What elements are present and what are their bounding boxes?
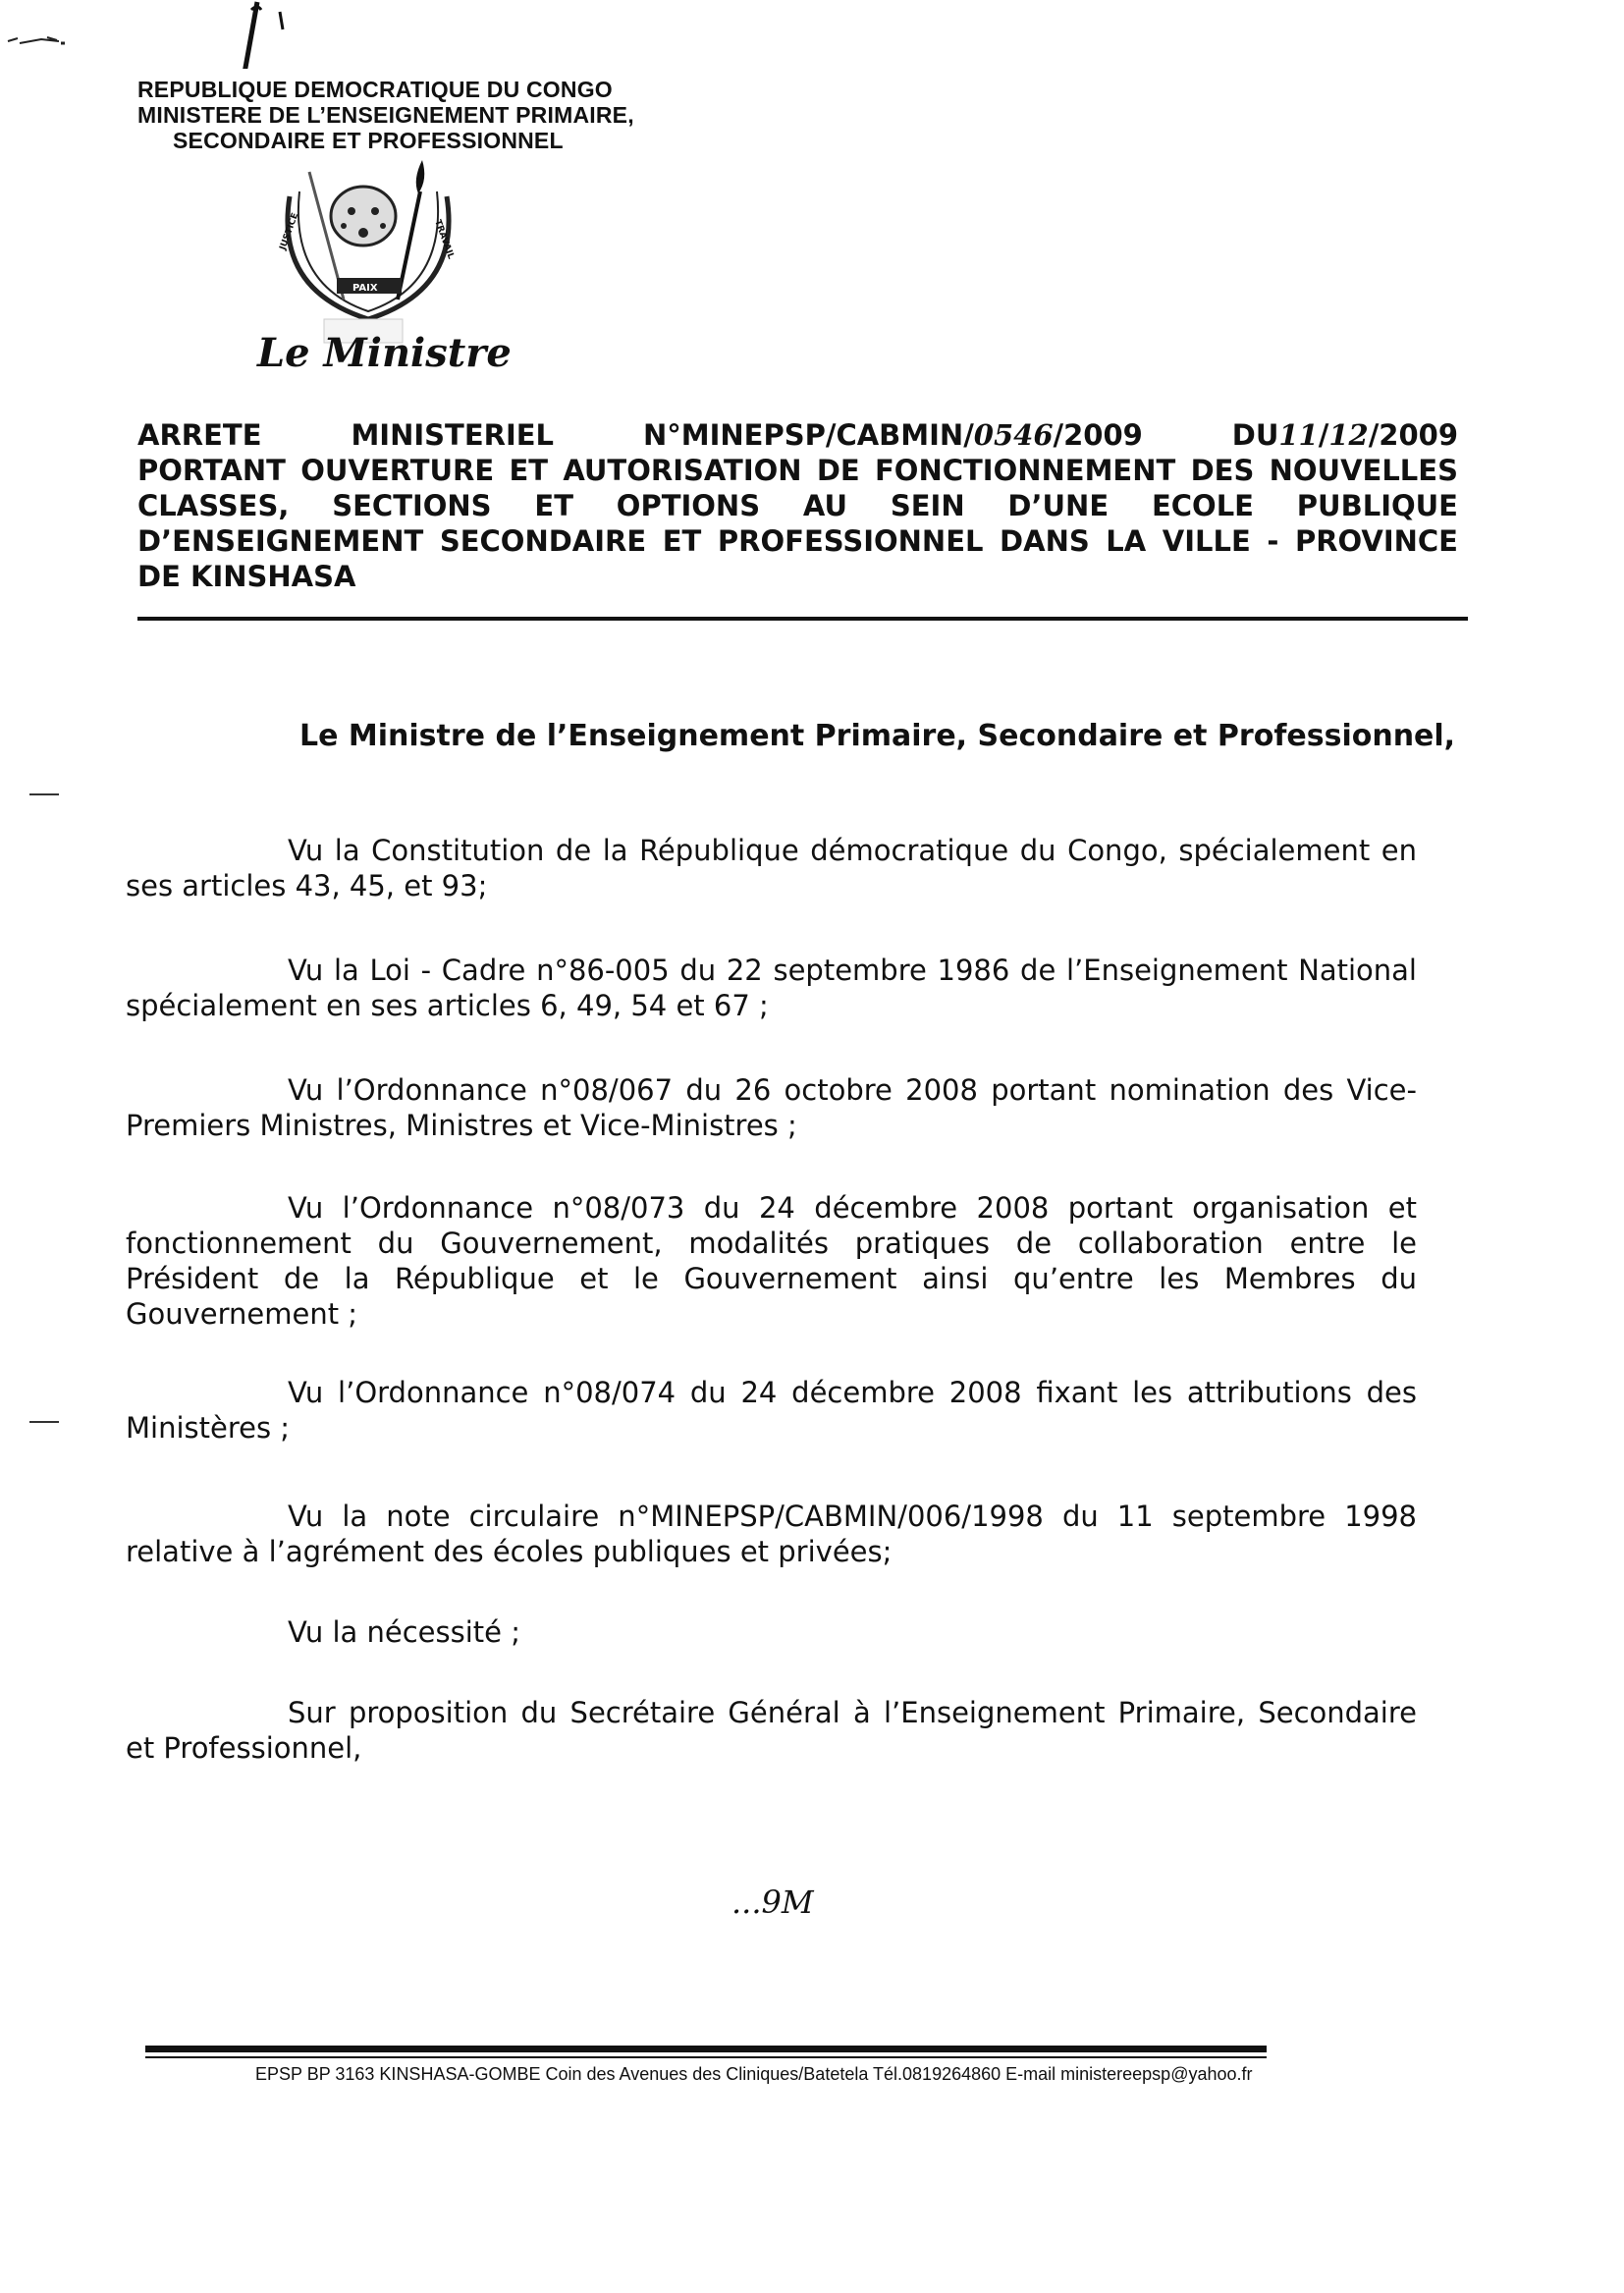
scan-marks bbox=[0, 0, 295, 69]
margin-tick bbox=[29, 793, 59, 795]
decree-date-suffix: /2009 bbox=[1368, 418, 1458, 452]
decree-title-body: PORTANT OUVERTURE ET AUTORISATION DE FONCTIONNEMENT DES NOUVELLES CLASSES, SECTIONS ET OPTIONS AU SEIN D’UNE ECOLE PUBLIQUE D’ENSEIGNEMENT SECONDAIRE ET PROFESSIONNEL DANS LA VILLE - PROVINCE DE KINSHASA bbox=[137, 454, 1458, 593]
decree-number bbox=[643, 417, 1143, 453]
minister-label: Le Ministre bbox=[257, 330, 512, 376]
paragraph-ordonnance-067: Vu l’Ordonnance n°08/067 du 26 octobre 2008 portant nomination des Vice-Premiers Ministres, Ministres et Vice-Ministres ; bbox=[126, 1073, 1417, 1142]
decree-ministeriel: MINISTERIEL bbox=[351, 418, 555, 452]
letterhead-republic: REPUBLIQUE DEMOCRATIQUE DU CONGO bbox=[137, 77, 613, 102]
paragraph-note-circulaire: Vu la note circulaire n°MINEPSP/CABMIN/006/1998 du 11 septembre 1998 relative à l’agrément des écoles publiques et privées; bbox=[126, 1500, 1417, 1568]
title-underline bbox=[137, 617, 1468, 621]
continuation-mark: ...9M bbox=[731, 1884, 814, 1921]
emblem-motto-right: TRAVAIL bbox=[432, 218, 456, 261]
decree-number-prefix: N°MINEPSP/CABMIN/ bbox=[642, 418, 974, 452]
footer-address: EPSP BP 3163 KINSHASA-GOMBE Coin des Avenues des Cliniques/Batetela Tél.0819264860 E-mail ministereepsp@yahoo.fr bbox=[255, 2064, 1253, 2084]
emblem-motto-center: PAIX bbox=[352, 283, 378, 294]
decree-date-month: 12 bbox=[1328, 418, 1369, 452]
coat-of-arms-emblem bbox=[250, 152, 486, 344]
letterhead-ministry: MINISTERE DE L’ENSEIGNEMENT PRIMAIRE, bbox=[137, 102, 634, 128]
emblem-motto-left: JUSTICE bbox=[278, 211, 301, 252]
preamble-body bbox=[126, 833, 1417, 1766]
paragraph-ordonnance-073: Vu l’Ordonnance n°08/073 du 24 décembre 2008 portant organisation et fonctionnement du Gouvernement, modalités pratiques de collaboration entre le Président de la République et le Gouvernement ainsi qu’entre les Membres du Gouvernement ; bbox=[126, 1191, 1417, 1331]
decree-title bbox=[137, 417, 1458, 594]
decree-title-line1 bbox=[137, 417, 1458, 453]
decree-date-day: 11 bbox=[1278, 418, 1319, 452]
footer-rule-thin bbox=[145, 2056, 1267, 2058]
paragraph-ordonnance-074: Vu l’Ordonnance n°08/074 du 24 décembre 2008 fixant les attributions des Ministères ; bbox=[126, 1376, 1417, 1445]
decree-arrete: ARRETE bbox=[137, 418, 262, 452]
paragraph-constitution: Vu la Constitution de la République démocratique du Congo, spécialement en ses articles 43, 45, et 93; bbox=[126, 834, 1417, 902]
decree-number-suffix: /2009 bbox=[1053, 418, 1143, 452]
paragraph-loi-cadre: Vu la Loi - Cadre n°86-005 du 22 septembre 1986 de l’Enseignement National spécialement en ses articles 6, 49, 54 et 67 ; bbox=[126, 954, 1417, 1022]
margin-tick bbox=[29, 1421, 59, 1423]
preamble-heading: Le Ministre de l’Enseignement Primaire, Secondaire et Professionnel, bbox=[299, 719, 1456, 753]
footer-rule bbox=[145, 2046, 1267, 2052]
decree-date-sep: / bbox=[1318, 418, 1329, 452]
letterhead bbox=[137, 77, 668, 153]
paragraph-proposition: Sur proposition du Secrétaire Général à l’Enseignement Primaire, Secondaire et Professionnel, bbox=[126, 1696, 1417, 1765]
decree-number-handwritten: 0546 bbox=[973, 418, 1054, 452]
letterhead-ministry-2: SECONDAIRE ET PROFESSIONNEL bbox=[173, 128, 564, 153]
paragraph-necessite: Vu la nécessité ; bbox=[288, 1615, 520, 1649]
decree-date bbox=[1232, 417, 1458, 453]
decree-date-label: DU bbox=[1231, 418, 1279, 452]
